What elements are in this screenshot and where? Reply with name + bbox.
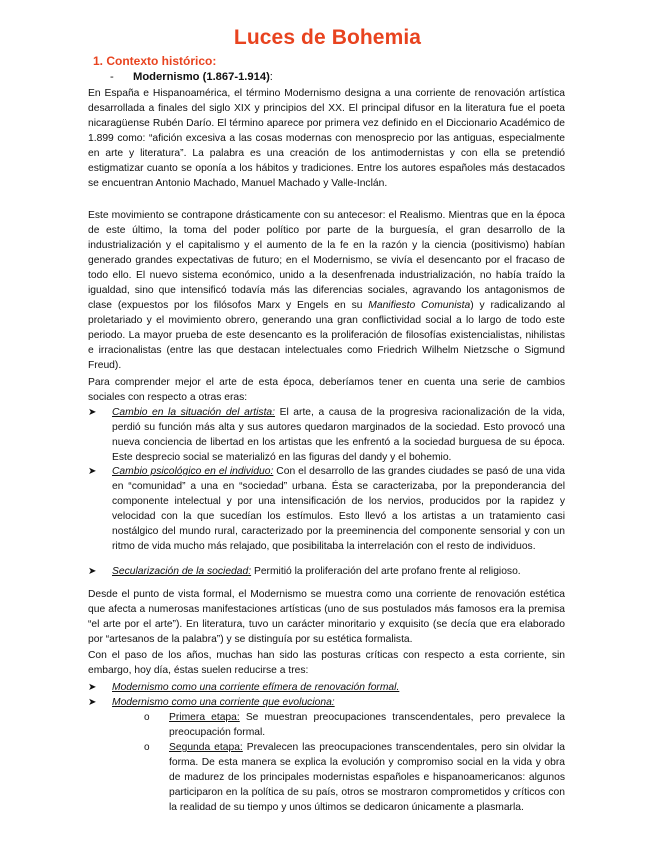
list-item <box>88 680 565 695</box>
arrow-bullet-icon: ➤ <box>88 407 97 418</box>
stage-item <box>144 710 565 740</box>
list-item <box>88 464 565 554</box>
stage-label: Primera etapa: <box>169 712 240 723</box>
stage-label: Segunda etapa: <box>169 742 243 753</box>
subsection-dates: (1.867-1.914) <box>202 71 270 83</box>
circle-bullet-icon: o <box>144 712 150 723</box>
stage-text: Se muestran preocupaciones transcendentales, pero prevalece la preocupación formal. <box>169 712 565 738</box>
arrow-bullet-icon: ➤ <box>88 682 97 693</box>
document-title: Luces de Bohemia <box>233 26 422 49</box>
subsection-heading <box>110 71 273 83</box>
arrow-bullet-icon: ➤ <box>88 466 97 477</box>
paragraph-1-text: En España e Hispanoamérica, el término Modernismo designa a una corriente de renovación artística desarrollada a finales del siglo XIX y principios del XX. El principal difusor en la literatura fue el poeta nicaragüense Rubén Darío. El término aparece por primera vez definido en el Diccionario Académico de 1.899 como: “afición excesiva a las cosas modernas con menosprecio por las antiguas, especialmente en arte y literatura”. La palabra es una creación de los antimodernistas y con ella se pretendió estigmatizar cuanto se oponía a los hábitos y tradiciones. Entre los autores españoles más destacados se encuentran Antonio Machado, Manuel Machado y Valle-Inclán. <box>88 88 565 189</box>
paragraph-3-text: Para comprender mejor el arte de esta época, deberíamos tener en cuenta una serie de cambios sociales con respecto a otras eras: <box>88 377 565 403</box>
list-item-text: Con el desarrollo de las grandes ciudades se pasó de una vida en “comunidad” a una en “sociedad” urbana. Ésta se caracterizaba, por la preponderancia del componente intelectual y por una intensificación de los nervios, producidos por la rapidez y velocidad con la que sucedían los estímulos. Esto llevó a los artistas a un tratamiento casi nostálgico del mundo rural, caracterizado por la preeminencia del componente sensorial y con un ritmo de vida mucho más relajado, que posibilitaba la interrelación con el resto de individuos. <box>112 466 565 552</box>
list-item <box>88 405 565 465</box>
arrow-bullet-icon: ➤ <box>88 566 97 577</box>
list-item-text: Permitió la proliferación del arte profano frente al religioso. <box>251 566 521 577</box>
stage-text: Prevalecen las preocupaciones transcendentales, pero sin olvidar la forma. De esta manera se explica la evolución y compromiso social en la vida y obra de madurez de los principales modernistas españoles e hispanoamericanos: algunos participaron en la política de su país, otros se mostraron comprometidos y críticos con la realidad de su tiempo y unos últimos se dedicaron únicamente a plasmarla. <box>169 742 566 813</box>
list-item-label: Secularización de la sociedad: <box>112 566 252 577</box>
list-item-label: Modernismo como una corriente que evoluciona: <box>112 697 335 708</box>
stage-item <box>144 740 565 815</box>
circle-bullet-icon: o <box>144 742 150 753</box>
list-item-label: Cambio en la situación del artista: <box>112 407 276 418</box>
paragraph-3 <box>88 375 565 405</box>
section-heading: 1. Contexto histórico: <box>93 54 217 68</box>
paragraph-2-part-a: Este movimiento se contrapone drásticamente con su antecesor: el Realismo. Mientras que en la época de este último, la toma del poder político por parte de la burguesía, el gran desarrollo de la industrialización y el capitalismo y el aumento de la fe en la razón y la ciencia (positivismo) habían generado grandes expectativas de futuro; en el Modernismo, se vivía el desencanto por el fracaso de todo ello. El nuevo sistema económico, unido a la desenfrenada industrialización, no había traído la igualdad, sino que intensificó todavía más las diferencias sociales, agravando los antagonismos de clase (expuestos por los filósofos Marx y Engels en su <box>88 210 565 311</box>
list-item <box>88 564 565 579</box>
list-item-text: El arte, a causa de la progresiva racionalización de la vida, perdió su función más alta y sus autores quedaron marginados de la sociedad. Esto provocó una nueva conciencia de libertad en los artistas que les enfrentó a la sociedad burguesa de su época. Este desprecio social se materializó en las figuras del dandy y el bohemio. <box>112 407 565 463</box>
paragraph-4 <box>88 587 565 647</box>
paragraph-2 <box>88 208 565 373</box>
paragraph-2-part-b: ) y radicalizando al proletariado y el movimiento obrero, generando una gran conflictividad social a lo largo de todo este periodo. La mayor prueba de este desencanto es la proliferación de filosofías existencialistas, nihilistas e irracionalistas (entre las que destacan intelectuales como Friedrich Wilhelm Nietzsche o Sigmund Freud). <box>88 300 565 371</box>
paragraph-1 <box>88 86 565 191</box>
dash-marker: - <box>110 71 114 83</box>
paragraph-5 <box>88 648 565 678</box>
paragraph-5-text: Con el paso de los años, muchas han sido las posturas críticas con respecto a esta corriente, sin embargo, hoy día, éstas suelen reducirse a tres: <box>88 650 565 676</box>
manifiesto-title: Manifiesto Comunista <box>368 300 471 311</box>
paragraph-2-text <box>88 208 565 373</box>
paragraph-4-text: Desde el punto de vista formal, el Modernismo se muestra como una corriente de renovación estética que afecta a numerosas manifestaciones artísticas (uno de sus postulados más famosos era la premisa “el arte por el arte”). En literatura, tuvo un carácter minoritario y exquisito (se decía que era elaborado por “artesanos de la palabra”) y se distinguía por su estética formalista. <box>88 589 565 645</box>
list-item <box>88 695 565 710</box>
subsection-colon: : <box>269 71 273 83</box>
arrow-bullet-icon: ➤ <box>88 697 97 708</box>
list-item-label: Cambio psicológico en el individuo: <box>112 466 274 477</box>
list-item-label: Modernismo como una corriente efímera de renovación formal. <box>112 682 400 693</box>
subsection-title: Modernismo <box>133 71 200 83</box>
